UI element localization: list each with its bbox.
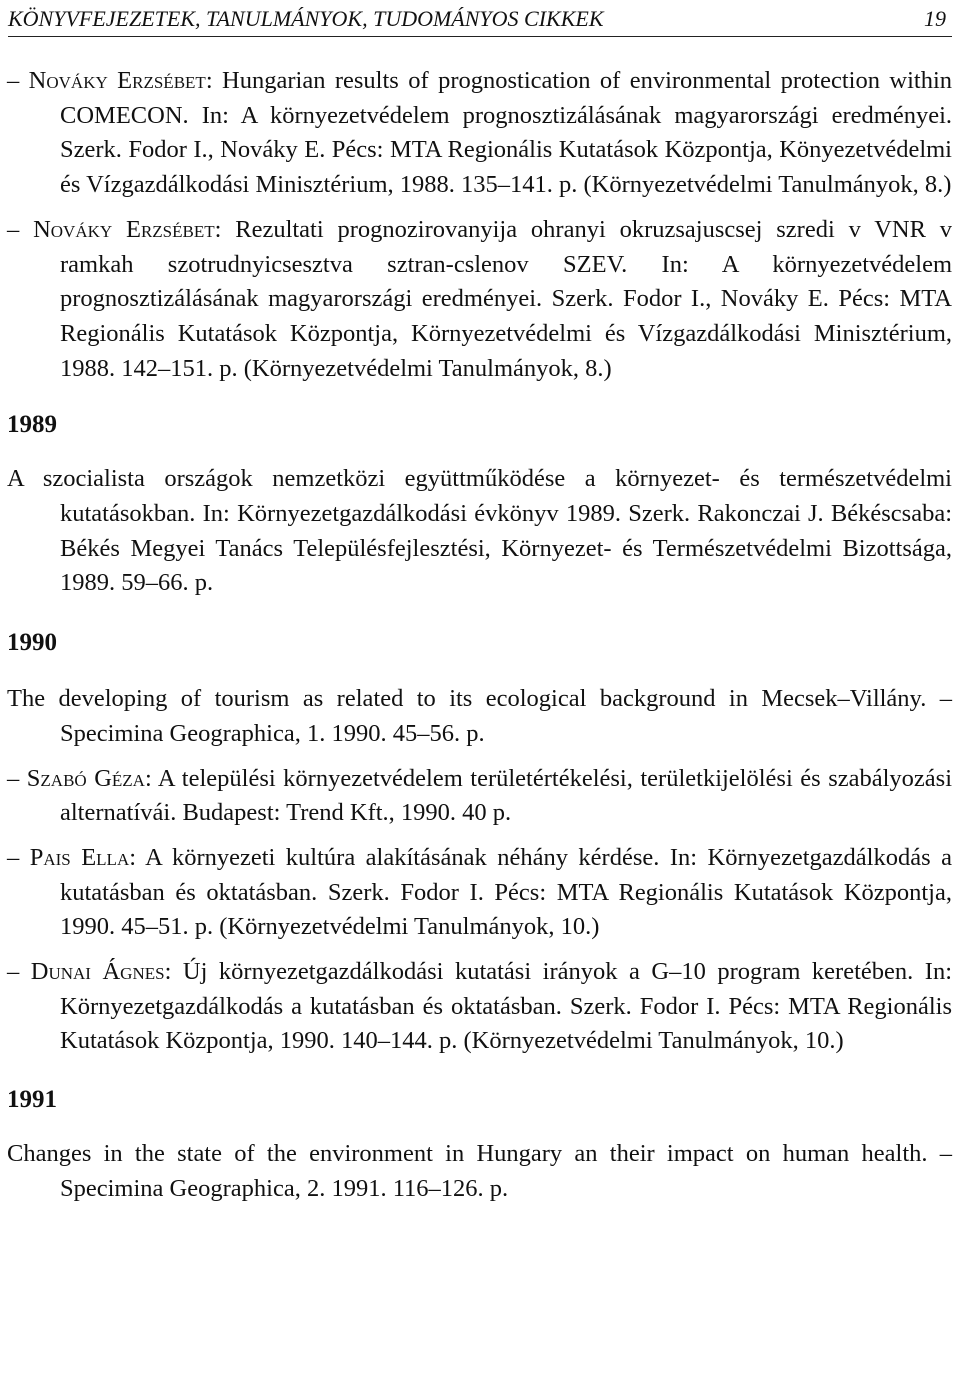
page-number: 19 [924,6,946,31]
entry-text: : Új környezetgazdálkodási kutatási irányok a G–10 program keretében. In: Környezetgazdálkodás a kutatásban és oktatásban. Szerk. Fodor I. Pécs: MTA Regionális Kutatások Központja, 1990. 140–144. p. (Környezetvédelmi Tanulmányok, 10.) [60,958,952,1055]
bib-entry [7,762,952,831]
bib-entry [7,462,952,601]
entry-author: Nováky Erzsébet [33,215,215,243]
entry-text: Changes in the state of the environment in Hungary an their impact on human health. – Specimina Geographica, 2. 1991. 116–126. p. [7,1140,952,1202]
entry-author: Szabó Géza [26,764,145,792]
entry-text: : A települési környezetvédelem területértékelési, területkijelölési és szabályozási alternatívái. Budapest: Trend Kft., 1990. 40 p. [60,764,953,827]
year-heading: 1990 [7,629,57,657]
entry-dash: – [7,764,20,792]
year-heading: 1989 [7,411,57,439]
bib-entry [7,841,952,945]
entry-text: : Rezultati prognozirovanyija ohranyi okruzsajuscsej szredi v VNR v ramkah szotrudnyicsesztva sztran-cslenov SZEV. In: A környezetvédelem prognosztizálásának magyarországi eredményei. Szerk. Fodor I., Nováky E. Pécs: MTA Regionális Kutatások Központja, Környezetvédelmi és Vízgazdálkodási Minisztérium, 1988. 142–151. p. (Környezetvédelmi Tanulmányok, 8.) [60,215,953,382]
entry-text: The developing of tourism as related to its ecological background in Mecsek–Villány. – Specimina Geographica, 1. 1990. 45–56. p. [7,685,952,747]
entry-text: : A környezeti kultúra alakításának néhány kérdése. In: Környezetgazdálkodás a kutatásban és oktatásban. Szerk. Fodor I. Pécs: MTA Regionális Kutatások Központja, 1990. 45–51. p. (Környezetvédelmi Tanulmányok, 10.) [60,843,952,941]
bib-entry [7,955,952,1059]
entry-dash: – [7,67,20,94]
running-header [8,4,952,37]
year-heading: 1991 [7,1086,57,1114]
bib-entry [7,213,952,387]
header-title: KÖNYVFEJEZETEK, TANULMÁNYOK, TUDOMÁNYOS CIKKEK [8,6,604,31]
entry-author: Nováky Erzsébet [28,67,206,94]
entry-text: : Hungarian results of prognostication of environmental protection within COMECON. In: A környezetvédelem prognosztizálásának magyarországi eredményei. Szerk. Fodor I., Nováky E. Pécs: MTA Regionális Kutatások Központja, Könyezetvédelmi és Vízgazdálkodási Minisztérium, 1988. 135–141. p. (Környezetvédelmi Tanulmányok, 8.) [60,67,953,199]
bib-entry [7,682,952,751]
entry-author: Pais Ella [29,843,130,871]
entry-dash: – [7,215,20,243]
bib-entry [7,64,952,203]
bibliography [7,64,952,1217]
entry-dash: – [7,843,20,871]
entry-text: A szocialista országok nemzetközi együttműködése a környezet- és természetvédelmi kutatásokban. In: Környezetgazdálkodási évkönyv 1989. Szerk. Rakonczai J. Békéscsaba: Békés Megyei Tanács Településfejlesztési, Környezet- és Természetvédelmi Bizottsága, 1989. 59–66. p. [7,465,952,597]
entry-author: Dunai Ágnes [30,958,165,986]
entry-dash: – [7,958,20,986]
bib-entry [7,1137,952,1206]
